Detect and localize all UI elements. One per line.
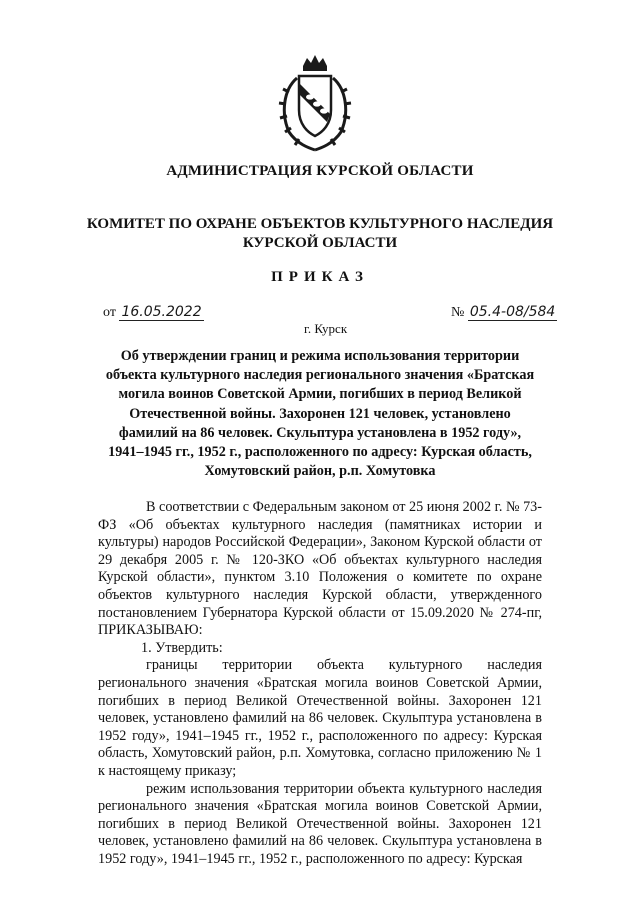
preamble-paragraph: В соответствии с Федеральным законом от 25 июня 2002 г. № 73-ФЗ «Об объектах культурного наследия (памятниках истории и культуры) народов Российской Федерации», Законом Курской области от 29 декабря 2005 г. № 120-ЗКО «Об объектах культурного наследия Курской области», пунктом 3.10 Положения о комитете по охране объектов культурного наследия Курской области, утвержденного постановлением Губернатора Курской области от 15.09.2020 № 274-пг, ПРИКАЗЫВАЮ:	[98, 499, 542, 639]
number-value: 05.4-08/584	[469, 304, 556, 320]
order-date	[103, 304, 204, 321]
number-prefix: №	[451, 305, 465, 320]
boundaries-paragraph: границы территории объекта культурного наследия регионального значения «Братская могила воинов Советской Армии, погибших в период Великой Отечественной войны. Захоронен 121 человек, установлено фамилий на 86 человек. Скульптура установлена в 1952 году», 1941–1945 гг., 1952 г., расположенного по адресу: Курская область, Хомутовский район, р.п. Хомутовка, согласно приложению № 1 к настоящему приказу;	[98, 657, 542, 779]
coat-of-arms-icon	[275, 52, 355, 154]
item-1: 1. Утвердить:	[141, 639, 223, 656]
administration-name: АДМИНИСТРАЦИЯ КУРСКОЙ ОБЛАСТИ	[166, 163, 474, 179]
regime-paragraph: режим использования территории объекта культурного наследия регионального значения «Братская могила воинов Советской Армии, погибших в период Великой Отечественной войны. Захоронен 121 человек, установлено фамилий на 86 человек. Скульптура установлена в 1952 году», 1941–1945 гг., 1952 г., расположенного по адресу: Курская	[98, 780, 542, 867]
committee-name-line1: КОМИТЕТ ПО ОХРАНЕ ОБЪЕКТОВ КУЛЬТУРНОГО НАСЛЕДИЯ	[86, 216, 554, 232]
committee-name	[0, 215, 640, 253]
city: г. Курск	[304, 321, 348, 336]
date-value: 16.05.2022	[121, 304, 202, 320]
order-number	[451, 304, 557, 321]
committee-name-line2: КУРСКОЙ ОБЛАСТИ	[242, 235, 398, 251]
document-title: Об утверждении границ и режима использования территории объекта культурного наследия регионального значения «Братская могила воинов Советской Армии, погибших в период Великой Отечественной войны. Захоронен 121 человек, установлено фамилий на 86 человек. Скульптура установлена в 1952 году», 1941–1945 гг., 1952 г., расположенного по адресу: Курская область, Хомутовский район, р.п. Хомутовка	[105, 348, 535, 480]
document-body	[98, 499, 542, 868]
date-prefix: от	[103, 305, 116, 320]
document-type: ПРИКАЗ	[271, 269, 369, 285]
